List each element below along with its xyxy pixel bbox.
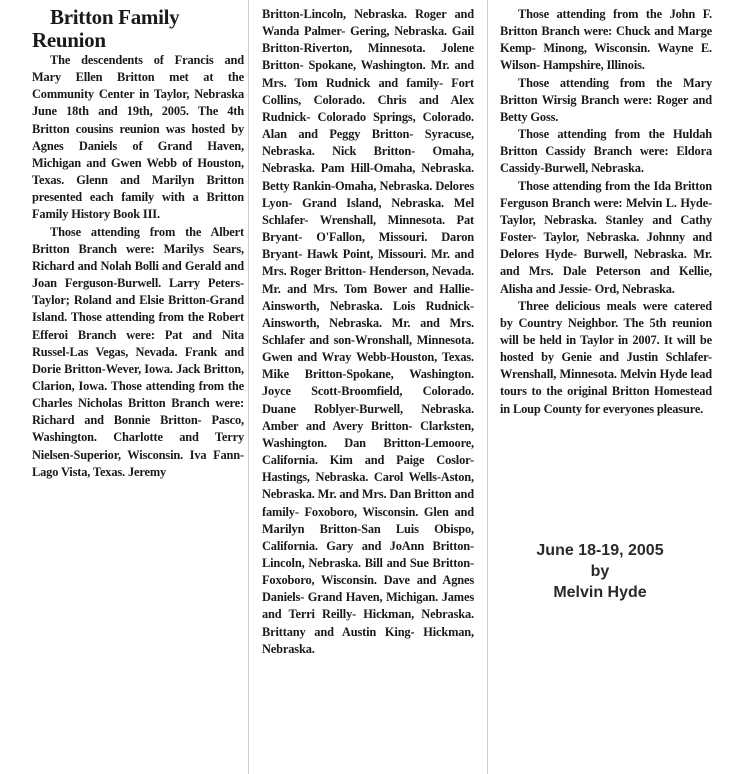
paragraph-albert-branch: Those attending from the Albert Britton Branch were: Marilys Sears, Richard and Nolah Bolli and Gerald and Joan Ferguson-Burwell. Larry Peters-Taylor; Roland and Elsie Britton-Grand Island. Those attending from the Robert Efferoi Branch were: Pat and Nita Russel-Las Vegas, Nevada. Frank and Dorie Britton-Wever, Iowa. Jack Britton, Clarion, Iowa. Those attending from the Charles Nicholas Britton Branch were: Richard and Bonnie Britton- Pasco, Washington. Charlotte and Terry Nielsen-Superior, Wisconsin. Iva Fann-Lago Vista, Texas. Jeremy <box>32 224 244 479</box>
byline-by: by <box>590 563 610 580</box>
article-column-2 <box>262 6 474 658</box>
paragraph-intro: The descendents of Francis and Mary Ellen Britton met at the Community Center in Taylor, Nebraska June 18th and 19th, 2005. The 4th Britton cousins reunion was hosted by Agnes Daniels of Grand Haven, Michigan and Gwen Webb of Houston, Texas. Glenn and Marilyn Britton presented each family with a Britton Family History Book III. <box>32 53 244 222</box>
article-headline: Britton Family Reunion <box>32 5 180 52</box>
byline <box>500 540 700 603</box>
article-column-1 <box>32 6 244 481</box>
paragraph-huldah-branch: Those attending from the Huldah Britton Cassidy Branch were: Eldora Cassidy-Burwell, Nebraska. <box>500 127 712 176</box>
article-column-3 <box>500 6 712 418</box>
column-rule-left <box>248 0 249 774</box>
paragraph-john-branch: Those attending from the John F. Britton Branch were: Chuck and Marge Kemp- Minong, Wisconsin. Wayne E. Wilson- Hampshire, Illinois. <box>500 7 712 73</box>
paragraph-attendee-list: Britton-Lincoln, Nebraska. Roger and Wanda Palmer- Gering, Nebraska. Gail Britton-Riverton, Minnesota. Jolene Britton- Spokane, Washington. Mr. and Mrs. Tom Rudnick and family- Fort Collins, Colorado. Chris and Alex Rudnick- Colorado Springs, Colorado. Alan and Peggy Britton- Syracuse, Nebraska. Nick Britton- Omaha, Nebraska. Pam Hill-Omaha, Nebraska. Betty Rankin-Omaha, Nebraska. Delores Lyon- Grand Island, Nebraska. Mel Schlafer- Wrenshall, Minnesota. Pat Bryant- O'Fallon, Missouri. Daron Bryant- Hawk Point, Missouri. Mr. and Mrs. Roger Britton- Henderson, Nevada. Mr. and Mrs. Tom Bower and Hallie- Ainsworth, Nebraska. Lois Rudnick- Ainsworth, Nebraska. Mr. and Mrs. Schlafer and son-Wronshall, Minnesota. Gwen and Wray Webb-Houston, Texas. Mike Britton-Spokane, Washington. Joyce Scott-Broomfield, Colorado. Duane Roblyer-Burwell, Nebraska. Amber and Avery Britton- Clarksten, Washington. Dan Britton-Lemoore, California. Kim and Paige Coslor- Hastings, Nebraska. Carol Wells-Aston, Nebraska. Mr. and Mrs. Dan Britton and family- Foxoboro, Wisconsin. Glen and Marilyn Britton-San Luis Obispo, California. Gary and JoAnn Britton-Lincoln, Nebraska. Bill and Sue Britton- Foxoboro, Wisconsin. Dave and Agnes Daniels- Grand Haven, Michigan. James and Terri Reilly- Hickman, Nebraska. Brittany and Austin King- Hickman, Nebraska. <box>262 7 474 656</box>
paragraph-mary-branch: Those attending from the Mary Britton Wirsig Branch were: Roger and Betty Goss. <box>500 75 712 124</box>
paragraph-ida-branch: Those attending from the Ida Britton Ferguson Branch were: Melvin L. Hyde-Taylor, Nebraska. Stanley and Cathy Foster- Taylor, Nebraska. Johnny and Delores Hyde- Burwell, Nebraska. Mr. and Mrs. Dale Peterson and Kellie, Alisha and Jessie- Ord, Nebraska. <box>500 178 712 296</box>
paragraph-closing: Three delicious meals were catered by Country Neighbor. The 5th reunion will be held in Taylor in 2007. It will be hosted by Genie and Justin Schlafer-Wrenshall, Minnesota. Melvin Hyde lead tours to the original Britton Homestead in Loup County for everyones pleasure. <box>500 298 712 416</box>
byline-author: Melvin Hyde <box>553 584 647 601</box>
column-rule-right <box>487 0 488 774</box>
byline-date: June 18-19, 2005 <box>536 542 664 559</box>
